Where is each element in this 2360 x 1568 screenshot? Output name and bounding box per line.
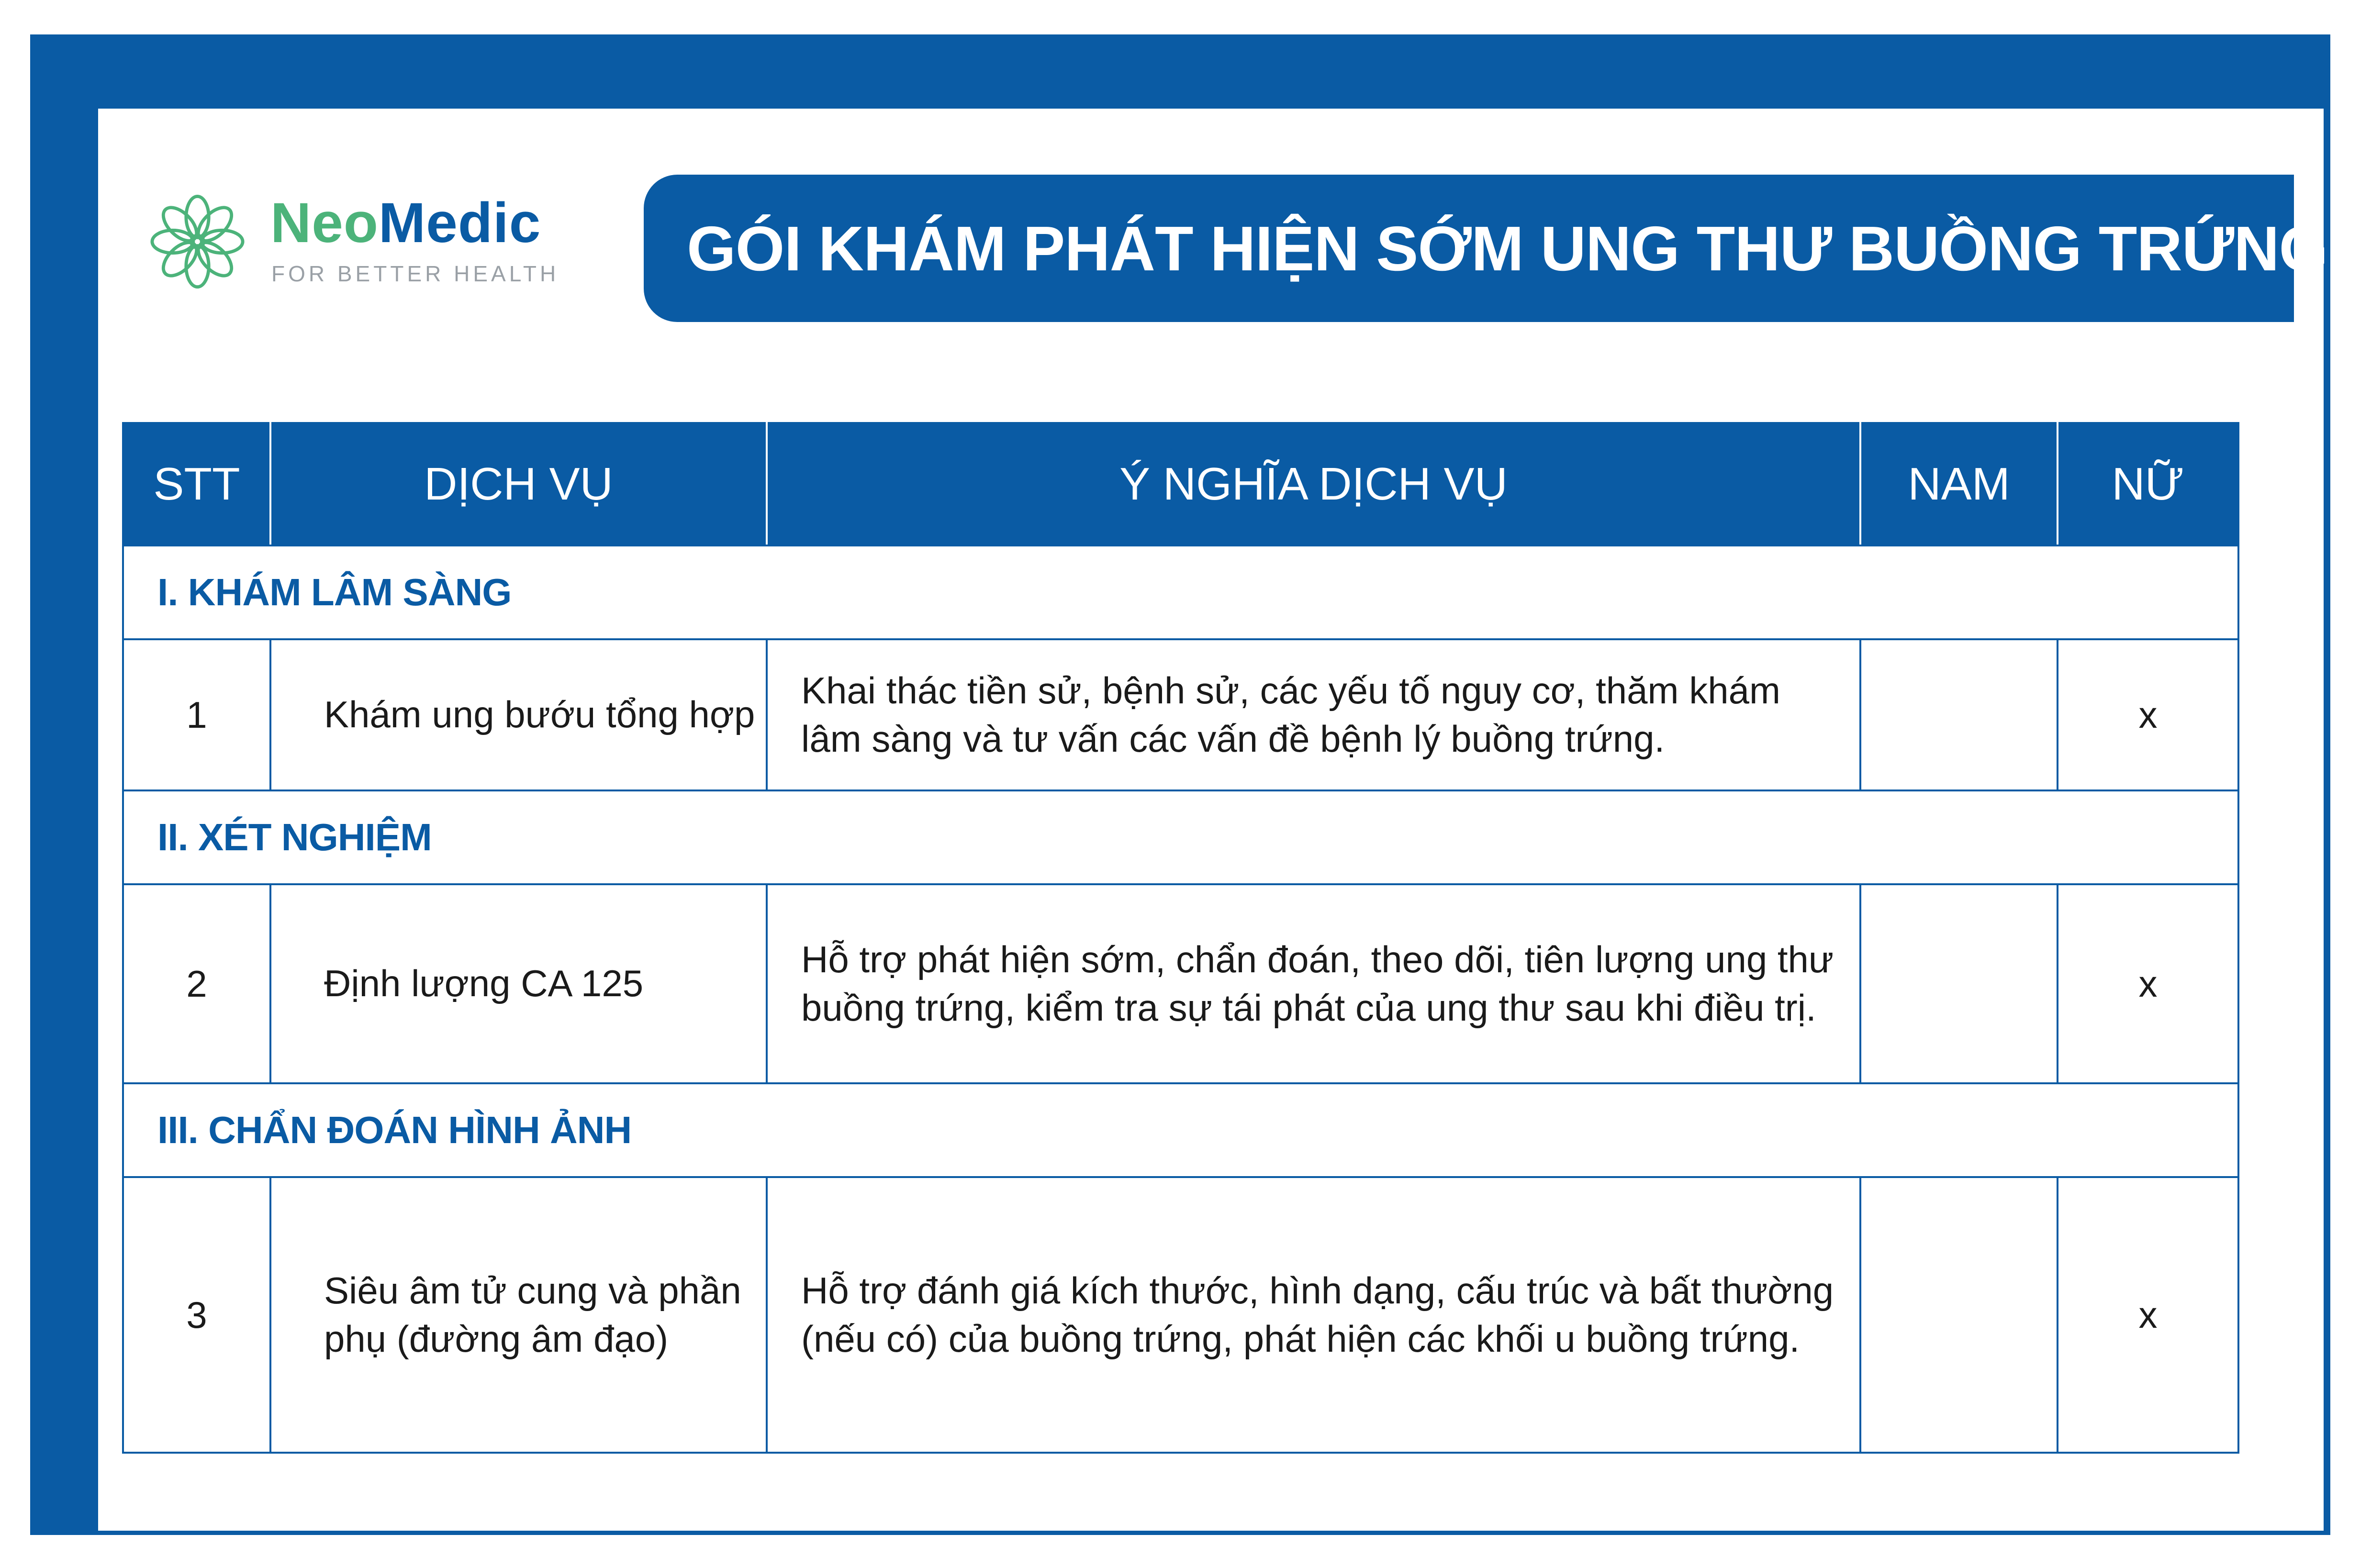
table-header-row (123, 423, 2238, 545)
title-banner (644, 175, 2328, 322)
section-row (123, 1083, 2238, 1177)
cell-meaning: Khai thác tiền sử, bệnh sử, các yếu tố nguy cơ, thăm khám lâm sàng và tư vấn các vấn đề bệnh lý buồng trứng. (767, 639, 1860, 790)
cell-male (1860, 1177, 2058, 1453)
services-table (122, 422, 2239, 1454)
table-row (123, 639, 2238, 790)
brand-tagline: FOR BETTER HEALTH (271, 261, 559, 286)
header-meaning: Ý NGHĨA DỊCH VỤ (767, 423, 1860, 545)
brand-logo (146, 189, 577, 299)
header-stt: STT (123, 423, 270, 545)
cell-male (1860, 639, 2058, 790)
section-heading-clinical: I. KHÁM LÂM SÀNG (123, 545, 2238, 639)
header-service: DỊCH VỤ (270, 423, 767, 545)
section-heading-imaging: III. CHẨN ĐOÁN HÌNH ẢNH (123, 1083, 2238, 1177)
flower-logo-icon (146, 189, 249, 294)
header-male: NAM (1860, 423, 2058, 545)
cell-meaning: Hỗ trợ đánh giá kích thước, hình dạng, cấu trúc và bất thường (nếu có) của buồng trứng, phát hiện các khối u buồng trứng. (767, 1177, 1860, 1453)
table-row (123, 884, 2238, 1083)
section-row (123, 545, 2238, 639)
brand-name-neo: Neo (270, 191, 379, 255)
section-row (123, 790, 2238, 884)
table-row (123, 1177, 2238, 1453)
cell-male (1860, 884, 2058, 1083)
brand-name-medic: Medic (378, 191, 541, 255)
cell-meaning: Hỗ trợ phát hiện sớm, chẩn đoán, theo dõi, tiên lượng ung thư buồng trứng, kiểm tra sự tái phát của ung thư sau khi điều trị. (767, 884, 1860, 1083)
cell-stt: 1 (123, 639, 270, 790)
cell-service: Siêu âm tử cung và phần phụ (đường âm đạo) (270, 1177, 767, 1453)
header-female: NỮ (2058, 423, 2238, 545)
cell-female: x (2058, 639, 2238, 790)
page-title: GÓI KHÁM PHÁT HIỆN SỚM UNG THƯ BUỒNG TRỨNG (687, 213, 2328, 284)
cell-stt: 2 (123, 884, 270, 1083)
cell-stt: 3 (123, 1177, 270, 1453)
cell-service: Khám ung bướu tổng hợp (270, 639, 767, 790)
cell-female: x (2058, 1177, 2238, 1453)
cell-female: x (2058, 884, 2238, 1083)
brand-name (270, 191, 541, 255)
cell-service: Định lượng CA 125 (270, 884, 767, 1083)
section-heading-lab: II. XÉT NGHIỆM (123, 790, 2238, 884)
